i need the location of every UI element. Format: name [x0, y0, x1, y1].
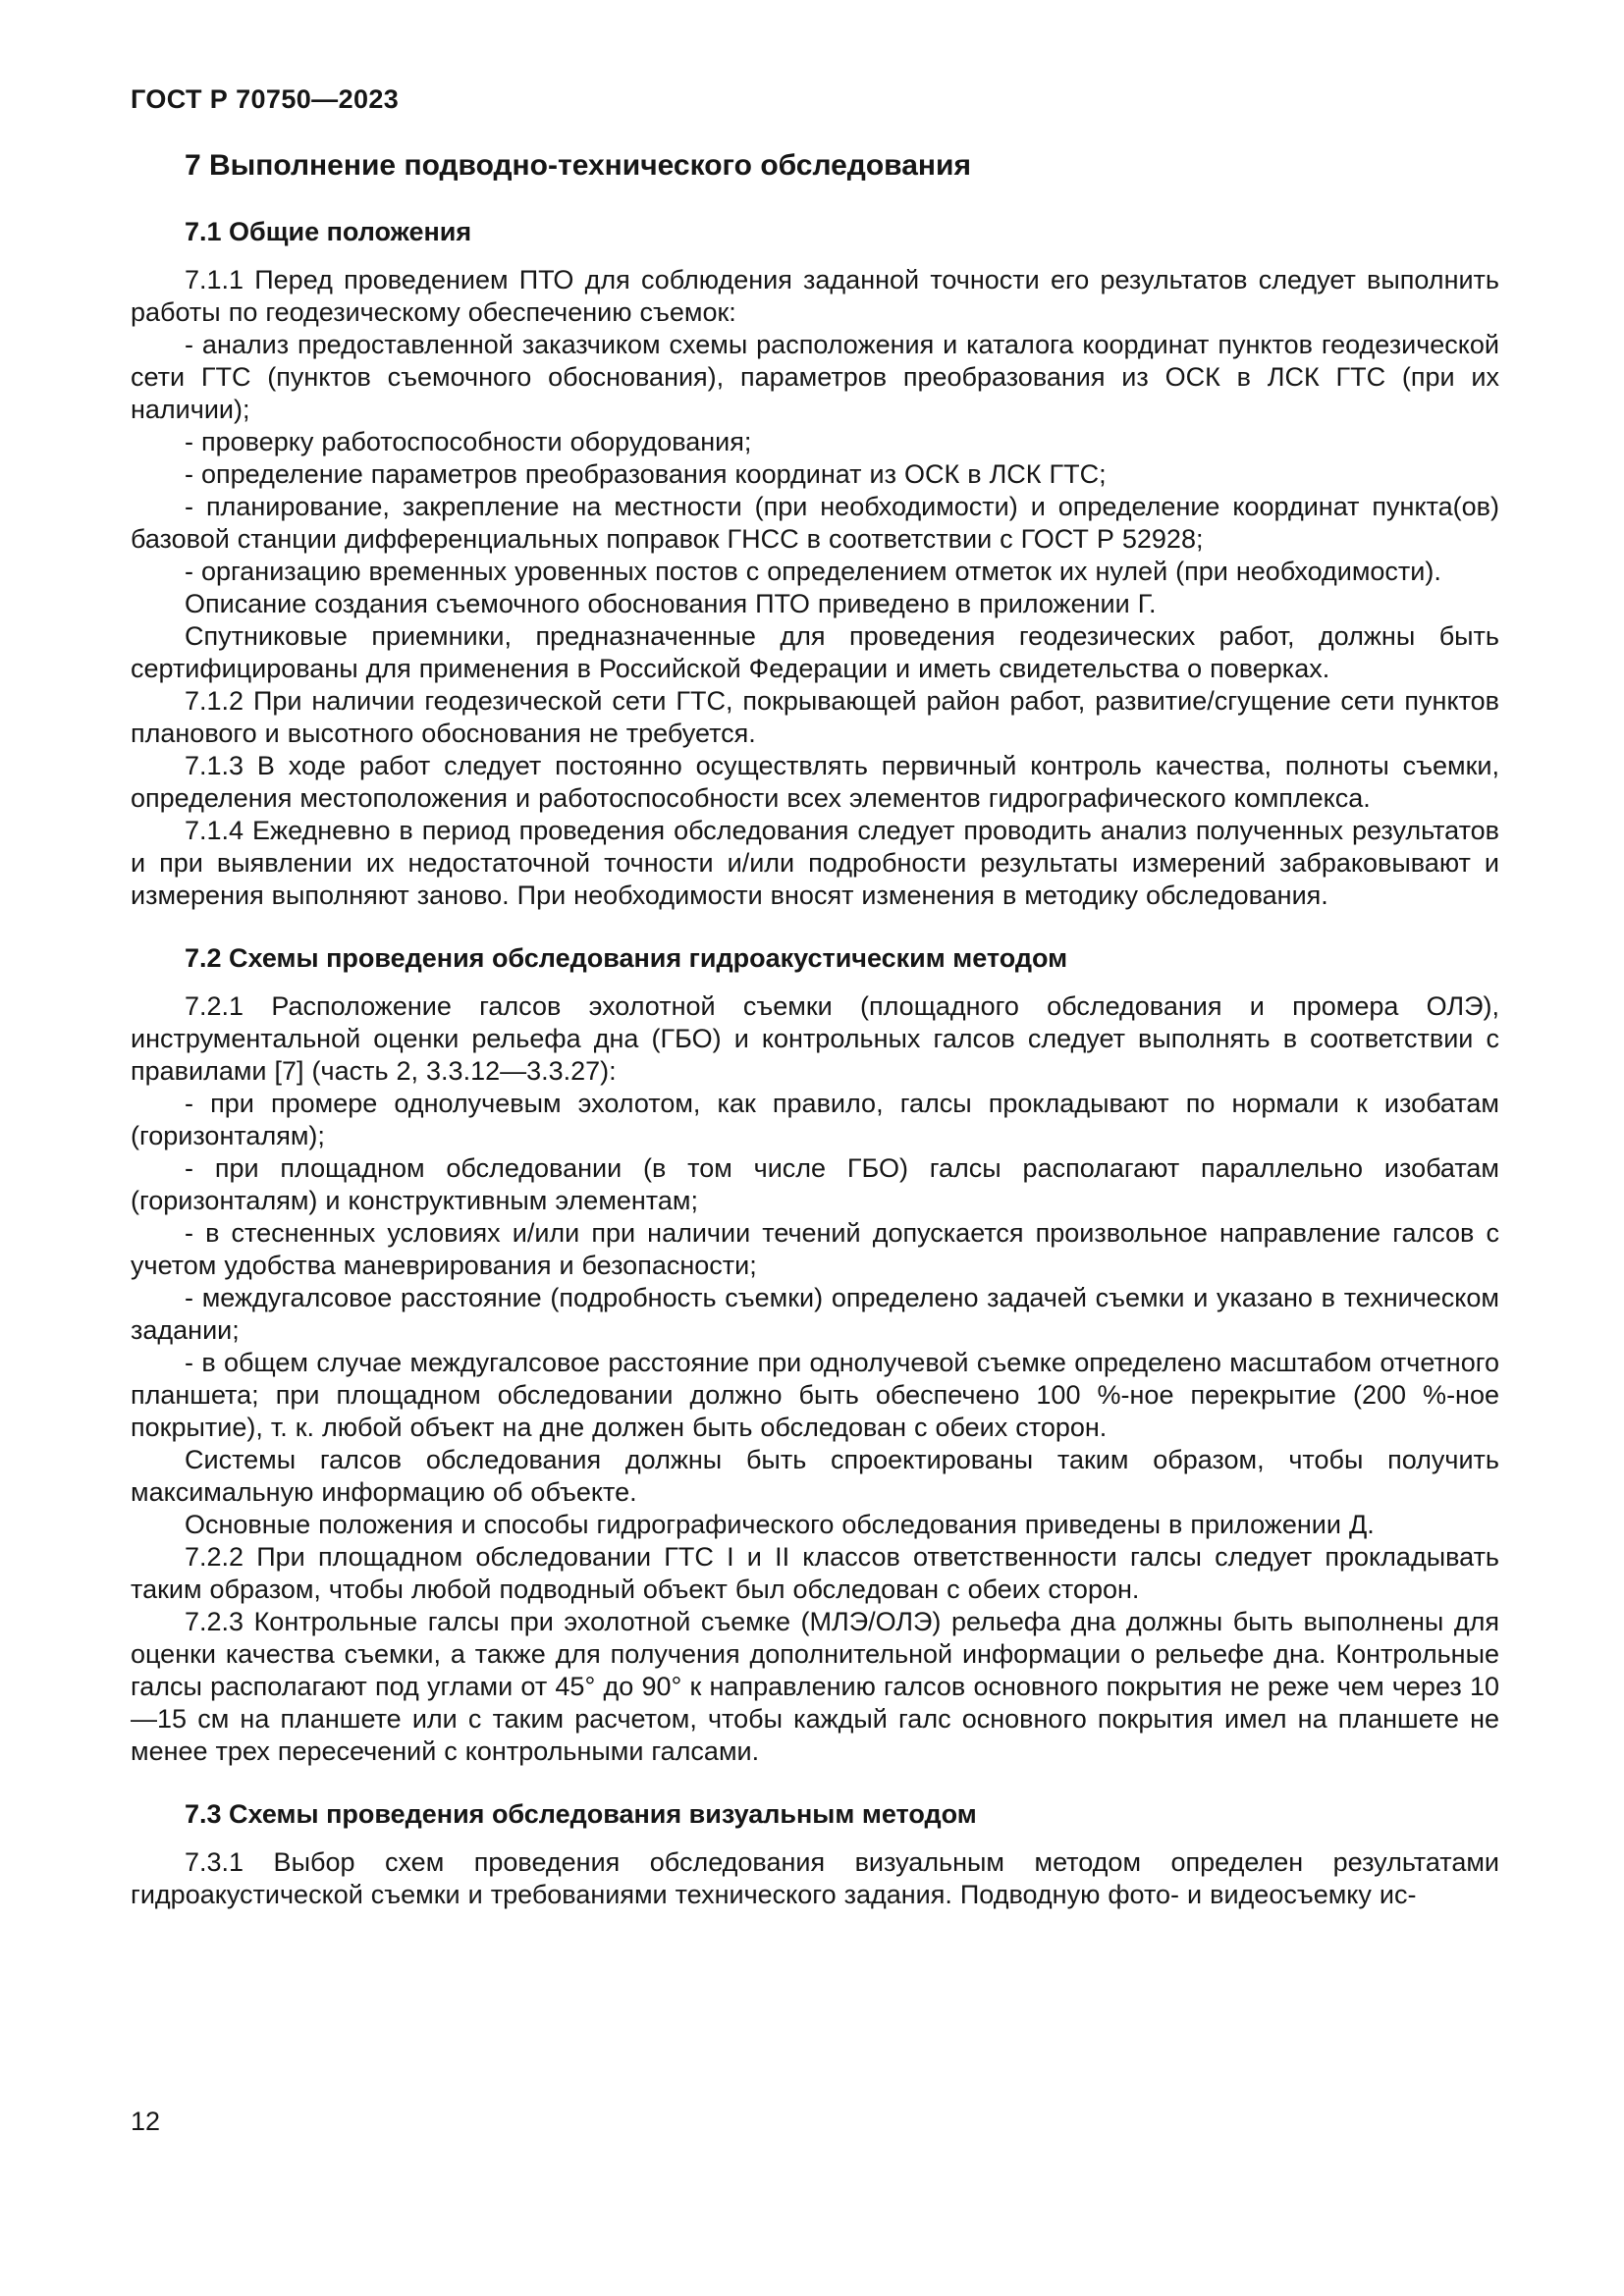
paragraph: 7.2.1 Расположение галсов эхолотной съемки (площадного обследования и промера ОЛЭ), инструментальной оценки рельефа дна (ГБО) и контрольных галсов следует выполнять в соответствии с правилами [7] (часть 2, 3.3.12—3.3.27): — [131, 991, 1499, 1086]
paragraph: Системы галсов обследования должны быть спроектированы таким образом, чтобы получить максимальную информацию об объекте. — [131, 1445, 1499, 1507]
subsection-title: 7.1 Общие положения — [185, 217, 472, 246]
paragraph: 7.3.1 Выбор схем проведения обследования визуальным методом определен результатами гидроакустической съемки и требованиями технического задания. Подводную фото- и видеосъемку ис- — [131, 1847, 1499, 1909]
paragraph: 7.1.2 При наличии геодезической сети ГТС, покрывающей район работ, развитие/сгущение сети пунктов планового и высотного обоснования не требуется. — [131, 686, 1499, 748]
list-item: - планирование, закрепление на местности (при необходимости) и определение координат пункта(ов) базовой станции дифференциальных поправок ГНСС в соответствии с ГОСТ Р 52928; — [131, 492, 1499, 554]
paragraph: 7.1.3 В ходе работ следует постоянно осуществлять первичный контроль качества, полноты съемки, определения местоположения и работоспособности всех элементов гидрографического комплекса. — [131, 751, 1499, 813]
paragraph: Основные положения и способы гидрографического обследования приведены в приложении Д. — [185, 1510, 1375, 1539]
paragraph: 7.1.4 Ежедневно в период проведения обследования следует проводить анализ полученных результатов и при выявлении их недостаточной точности и/или подробности результаты измерений забраковывают и измерения выполняют заново. При необходимости вносят изменения в методику обследования. — [131, 816, 1499, 910]
page-number: 12 — [131, 2107, 161, 2136]
paragraph: 7.2.2 При площадном обследовании ГТС I и II классов ответственности галсы следует прокладывать таким образом, чтобы любой подводный объект был обследован с обеих сторон. — [131, 1542, 1499, 1604]
list-item: - междугалсовое расстояние (подробность съемки) определено задачей съемки и указано в техническом задании; — [131, 1283, 1499, 1345]
list-item: - при промере однолучевым эхолотом, как правило, галсы прокладывают по нормали к изобатам (горизонталям); — [131, 1089, 1499, 1150]
list-item: - в общем случае междугалсовое расстояние при однолучевой съемке определено масштабом отчетного планшета; при площадном обследовании должно быть обеспечено 100 %-ное перекрытие (200 %-ное покрытие), т. к. любой объект на дне должен быть обследован с обеих сторон. — [131, 1348, 1499, 1442]
paragraph: Спутниковые приемники, предназначенные для проведения геодезических работ, должны быть сертифицированы для применения в Российской Федерации и иметь свидетельства о поверках. — [131, 621, 1499, 683]
document-body — [131, 147, 1499, 1911]
paragraph: 7.1.1 Перед проведением ПТО для соблюдения заданной точности его результатов следует выполнить работы по геодезическому обеспечению съемок: — [131, 265, 1499, 327]
paragraph: 7.2.3 Контрольные галсы при эхолотной съемке (МЛЭ/ОЛЭ) рельефа дна должны быть выполнены для оценки качества съемки, а также для получения дополнительной информации о рельефе дна. Контрольные галсы располагают под углами от 45° до 90° к направлению галсов основного покрытия не реже чем через 10—15 см на планшете или с таким расчетом, чтобы каждый галс основного покрытия имел на планшете не менее трех пересечений с контрольными галсами. — [131, 1607, 1499, 1766]
list-item: - проверку работоспособности оборудования; — [185, 427, 752, 456]
list-item: - организацию временных уровенных постов с определением отметок их нулей (при необходимости). — [185, 557, 1441, 586]
list-item: - анализ предоставленной заказчиком схемы расположения и каталога координат пунктов геодезической сети ГТС (пунктов съемочного обоснования), параметров преобразования из ОСК в ЛСК ГТС (при их наличии); — [131, 330, 1499, 424]
section-title: 7 Выполнение подводно-технического обследования — [185, 149, 971, 182]
list-item: - в стесненных условиях и/или при наличии течений допускается произвольное направление галсов с учетом удобства маневрирования и безопасности; — [131, 1218, 1499, 1280]
doc-code-header: ГОСТ Р 70750—2023 — [131, 84, 400, 114]
list-item: - определение параметров преобразования координат из ОСК в ЛСК ГТС; — [185, 459, 1107, 489]
paragraph: Описание создания съемочного обоснования ПТО приведено в приложении Г. — [185, 589, 1157, 618]
list-item: - при площадном обследовании (в том числе ГБО) галсы располагают параллельно изобатам (горизонталям) и конструктивным элементам; — [131, 1153, 1499, 1215]
subsection-title: 7.3 Схемы проведения обследования визуальным методом — [185, 1799, 977, 1829]
subsection-title: 7.2 Схемы проведения обследования гидроакустическим методом — [185, 943, 1068, 973]
